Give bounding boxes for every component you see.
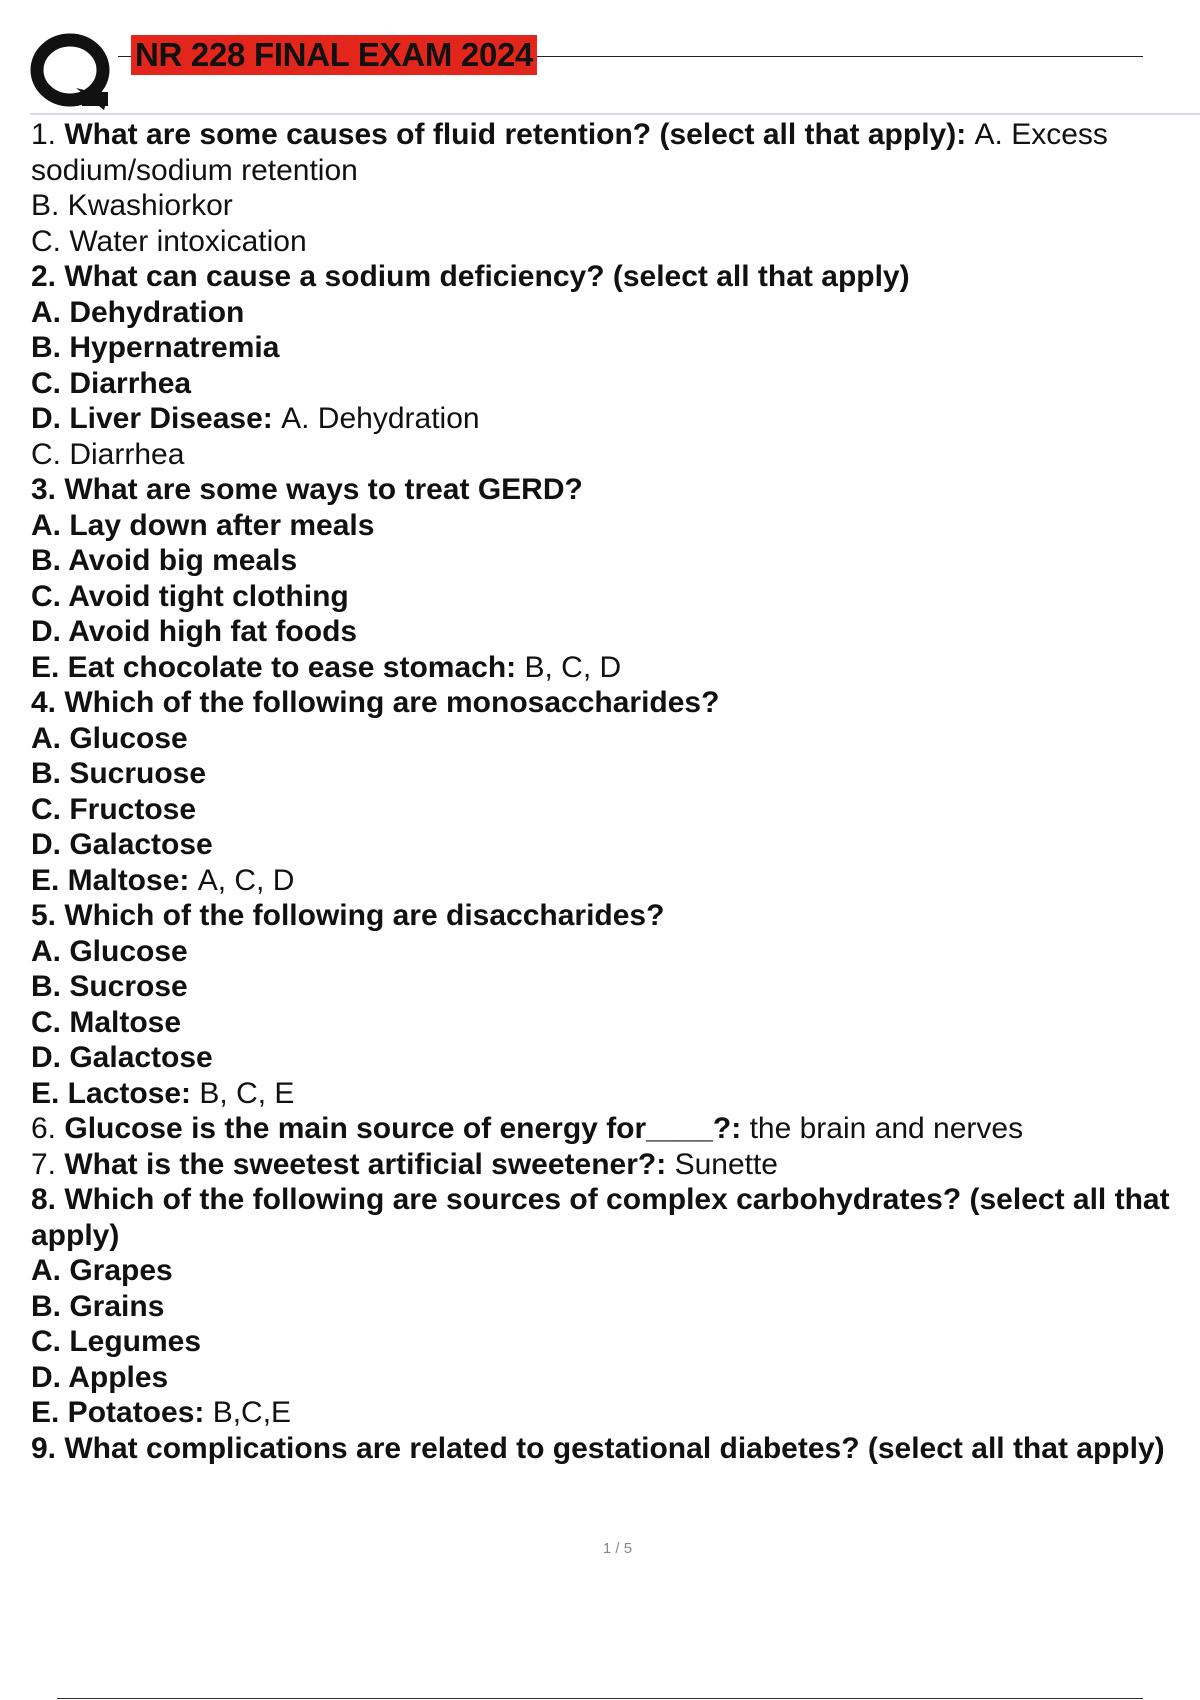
question-text: A. Dehydration bbox=[31, 295, 245, 329]
exam-line bbox=[31, 579, 1186, 615]
exam-line bbox=[31, 1431, 1186, 1467]
exam-line bbox=[31, 259, 1186, 295]
question-text: 5. Which of the following are disaccharides? bbox=[31, 899, 665, 932]
exam-line bbox=[31, 117, 1186, 188]
answer-text: B,C,E bbox=[212, 1396, 292, 1429]
question-text: E. Potatoes: bbox=[31, 1396, 213, 1429]
question-number: 1. bbox=[31, 118, 65, 151]
question-text: C. Legumes bbox=[31, 1325, 202, 1358]
question-text: What is the sweetest artificial sweetener?: bbox=[64, 1147, 675, 1181]
answer-text: A. Dehydration bbox=[281, 402, 480, 435]
question-text: Glucose is the main source of energy for____?: bbox=[64, 1112, 750, 1145]
question-text: 4. Which of the following are monosaccharides? bbox=[31, 686, 720, 719]
exam-line bbox=[31, 401, 1186, 437]
question-text: D. Galactose bbox=[31, 828, 213, 861]
exam-line bbox=[31, 543, 1186, 579]
answer-text: C. Diarrhea bbox=[31, 437, 185, 471]
question-text: D. Galactose bbox=[31, 1041, 213, 1074]
question-text: E. Eat chocolate to ease stomach: bbox=[31, 650, 525, 684]
answer-text: B, C, E bbox=[199, 1076, 295, 1110]
exam-content bbox=[31, 117, 1186, 1466]
exam-line bbox=[31, 1360, 1186, 1396]
answer-text: A. Excess sodium/sodium retention bbox=[31, 118, 1117, 187]
exam-line bbox=[31, 721, 1186, 757]
footer-rule bbox=[57, 1698, 1143, 1699]
question-text: D. Liver Disease: bbox=[31, 402, 282, 435]
exam-line bbox=[31, 1005, 1186, 1041]
question-text: A. Lay down after meals bbox=[31, 508, 375, 542]
exam-line bbox=[31, 472, 1186, 508]
question-text: D. Avoid high fat foods bbox=[31, 615, 358, 648]
exam-line bbox=[31, 1040, 1186, 1076]
exam-line bbox=[31, 1324, 1186, 1360]
answer-text: Sunette bbox=[674, 1147, 778, 1181]
exam-line bbox=[31, 295, 1186, 331]
exam-line bbox=[31, 614, 1186, 650]
question-text: C. Fructose bbox=[31, 792, 197, 826]
document-title: NR 228 FINAL EXAM 2024 bbox=[131, 35, 537, 75]
exam-line bbox=[31, 969, 1186, 1005]
exam-line bbox=[31, 827, 1186, 863]
question-text: C. Avoid tight clothing bbox=[31, 579, 349, 613]
question-text: B. Sucrose bbox=[31, 970, 188, 1003]
exam-line bbox=[31, 330, 1186, 366]
exam-line bbox=[31, 1253, 1186, 1289]
q-logo-icon bbox=[30, 30, 116, 116]
exam-line bbox=[31, 934, 1186, 970]
answer-text: C. Water intoxication bbox=[31, 224, 307, 258]
exam-line bbox=[31, 508, 1186, 544]
question-text: C. Diarrhea bbox=[31, 366, 192, 400]
exam-line bbox=[31, 1076, 1186, 1112]
exam-line bbox=[31, 685, 1186, 721]
question-text: 9. What complications are related to gestational diabetes? (select all that apply) bbox=[31, 1431, 1165, 1465]
exam-line bbox=[31, 224, 1186, 260]
question-text: E. Maltose: bbox=[31, 863, 198, 897]
answer-text: B, C, D bbox=[524, 650, 622, 684]
header-divider bbox=[30, 113, 1200, 115]
exam-line bbox=[31, 1395, 1186, 1431]
question-text: B. Hypernatremia bbox=[31, 331, 280, 364]
answer-text: B. Kwashiorkor bbox=[31, 189, 233, 222]
question-number: 7. bbox=[31, 1147, 65, 1181]
exam-line bbox=[31, 863, 1186, 899]
question-text: A. Glucose bbox=[31, 721, 188, 755]
exam-line bbox=[31, 756, 1186, 792]
page-indicator: 1 / 5 bbox=[602, 1540, 633, 1557]
question-text: What are some causes of fluid retention? (select all that apply): bbox=[64, 118, 975, 151]
document-header bbox=[0, 0, 1200, 120]
question-text: 8. Which of the following are sources of complex carbohydrates? (select all that apply) bbox=[31, 1183, 1178, 1252]
question-number: 6. bbox=[31, 1112, 65, 1145]
exam-line bbox=[31, 1182, 1186, 1253]
exam-line bbox=[31, 188, 1186, 224]
question-text: B. Grains bbox=[31, 1289, 165, 1323]
exam-line bbox=[31, 792, 1186, 828]
question-text: D. Apples bbox=[31, 1360, 169, 1394]
exam-line bbox=[31, 1147, 1186, 1183]
question-text: A. Glucose bbox=[31, 934, 188, 968]
question-text: B. Avoid big meals bbox=[31, 544, 298, 577]
exam-line bbox=[31, 437, 1186, 473]
question-text: 3. What are some ways to treat GERD? bbox=[31, 473, 583, 506]
question-text: E. Lactose: bbox=[31, 1076, 200, 1110]
answer-text: the brain and nerves bbox=[749, 1112, 1024, 1145]
exam-line bbox=[31, 1111, 1186, 1147]
exam-line bbox=[31, 1289, 1186, 1325]
exam-line bbox=[31, 898, 1186, 934]
exam-line bbox=[31, 366, 1186, 402]
question-text: C. Maltose bbox=[31, 1005, 182, 1039]
question-text: B. Sucruose bbox=[31, 757, 207, 790]
answer-text: A, C, D bbox=[197, 863, 295, 897]
exam-line bbox=[31, 650, 1186, 686]
question-text: 2. What can cause a sodium deficiency? (select all that apply) bbox=[31, 260, 910, 293]
question-text: A. Grapes bbox=[31, 1254, 173, 1287]
